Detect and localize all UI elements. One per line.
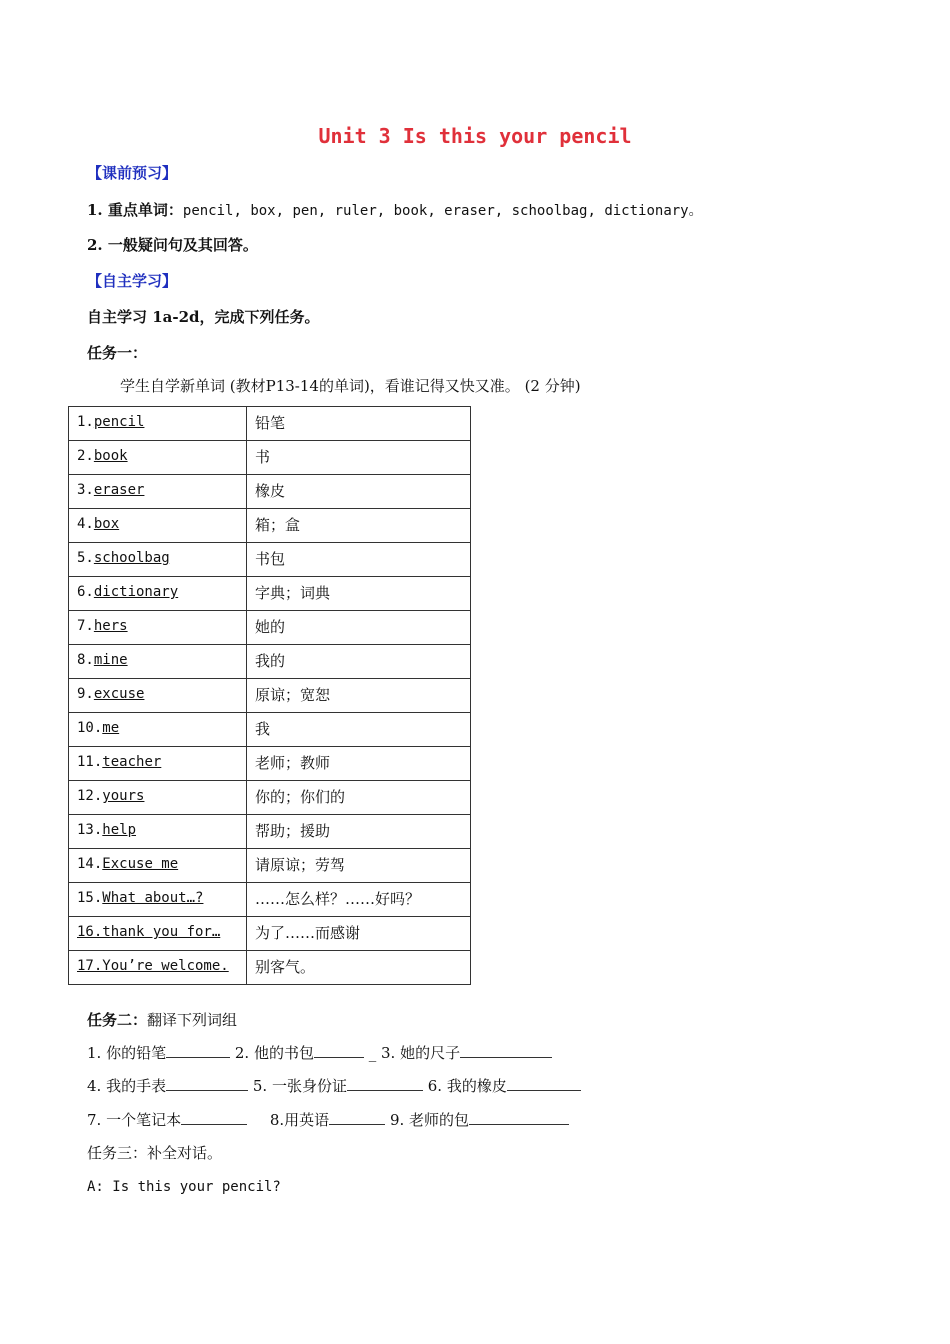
answer-blank[interactable] (507, 1076, 581, 1091)
vocab-word: hers (93, 618, 128, 634)
answer-blank[interactable] (469, 1110, 569, 1125)
task2-row-3 (87, 1110, 569, 1130)
phrase-9: 9. 老师的包 (389, 1111, 470, 1129)
answer-blank[interactable] (181, 1110, 247, 1125)
answer-blank[interactable] (166, 1043, 230, 1058)
task1-label: 任务一： (87, 344, 148, 362)
vocab-number: 15. (77, 890, 103, 906)
vocab-row (69, 713, 471, 747)
vocab-row (69, 577, 471, 611)
task3-label: 任务三：补全对话。 (87, 1144, 223, 1162)
preview-item-1-words: pencil, box, pen, ruler, book, eraser, schoolbag, dictionary。 (182, 203, 703, 219)
vocab-word-cell (69, 645, 247, 679)
vocab-word: book (93, 448, 128, 464)
page-title: Unit 3 Is this your pencil (318, 124, 632, 148)
vocab-word: What about…? (102, 890, 204, 906)
vocab-number: 9. (77, 686, 94, 702)
vocab-word-cell (69, 577, 247, 611)
vocab-number: 6. (77, 584, 94, 600)
phrase-6: 6. 我的橡皮 (427, 1077, 507, 1095)
vocab-number: 8. (77, 652, 94, 668)
preview-item-1 (87, 200, 703, 221)
vocab-number: 3. (77, 482, 94, 498)
phrase-4: 4. 我的手表 (87, 1077, 167, 1095)
preview-heading: 【课前预习】 (87, 164, 178, 182)
vocab-number: 4. (77, 516, 94, 532)
phrase-7: 7. 一个笔记本 (87, 1111, 182, 1129)
answer-blank[interactable] (329, 1110, 385, 1125)
vocab-word-cell (69, 475, 247, 509)
vocab-meaning: 她的 (247, 611, 471, 645)
vocab-row (69, 407, 471, 441)
vocab-word: box (93, 516, 120, 532)
vocab-word: mine (93, 652, 128, 668)
phrase-8: 8.用英语 (269, 1111, 330, 1129)
vocab-word-cell (69, 951, 247, 985)
vocab-word-cell (69, 407, 247, 441)
self-study-intro: 自主学习 1a-2d，完成下列任务。 (87, 308, 320, 326)
vocab-word-cell (69, 781, 247, 815)
vocab-word-cell (69, 611, 247, 645)
vocab-meaning: 书 (247, 441, 471, 475)
preview-item-1-label: 1. 重点单词： (87, 201, 183, 219)
answer-blank[interactable] (166, 1076, 248, 1091)
vocab-number: 12. (77, 788, 103, 804)
vocab-row (69, 645, 471, 679)
task2-label: 任务二： (87, 1011, 148, 1029)
vocab-word-cell (69, 713, 247, 747)
task2-row-1 (87, 1043, 552, 1063)
vocab-word-cell (69, 883, 247, 917)
answer-blank[interactable] (347, 1076, 423, 1091)
phrase-1: 1. 你的铅笔 (87, 1044, 167, 1062)
vocab-word: eraser (93, 482, 145, 498)
vocab-meaning: 我 (247, 713, 471, 747)
vocab-row (69, 475, 471, 509)
vocab-meaning: 橡皮 (247, 475, 471, 509)
vocab-word-cell (69, 509, 247, 543)
vocab-word: Excuse me (102, 856, 179, 872)
vocab-meaning: 别客气。 (247, 951, 471, 985)
vocab-word: schoolbag (93, 550, 170, 566)
vocab-word: 17.You’re welcome. (77, 958, 229, 974)
task1-instruction: 学生自学新单词 (教材P13-14的单词)，看谁记得又快又准。 (2 分钟) (120, 377, 581, 395)
vocab-row (69, 951, 471, 985)
phrase-5: 5. 一张身份证 (252, 1077, 347, 1095)
vocab-number: 10. (77, 720, 103, 736)
vocab-meaning: 我的 (247, 645, 471, 679)
vocab-meaning: 请原谅；劳驾 (247, 849, 471, 883)
vocab-number: 5. (77, 550, 94, 566)
vocab-number: 11. (77, 754, 103, 770)
self-study-heading: 【自主学习】 (87, 272, 178, 290)
vocab-row (69, 917, 471, 951)
vocab-word: me (102, 720, 120, 736)
vocab-word-cell (69, 917, 247, 951)
vocab-row (69, 611, 471, 645)
vocab-word: excuse (93, 686, 145, 702)
vocab-word: pencil (93, 414, 145, 430)
vocab-meaning: 铅笔 (247, 407, 471, 441)
vocab-meaning: 帮助；援助 (247, 815, 471, 849)
vocab-word: 16.thank you for… (77, 924, 221, 940)
vocab-word-cell (69, 815, 247, 849)
preview-item-2: 2. 一般疑问句及其回答。 (87, 236, 258, 254)
vocab-word: help (102, 822, 137, 838)
vocab-word: dictionary (93, 584, 179, 600)
vocab-row (69, 781, 471, 815)
vocab-meaning: 为了……而感谢 (247, 917, 471, 951)
vocab-row (69, 815, 471, 849)
vocab-number: 1. (77, 414, 94, 430)
vocab-word-cell (69, 543, 247, 577)
vocab-table (68, 406, 471, 985)
vocab-meaning: 书包 (247, 543, 471, 577)
vocab-number: 2. (77, 448, 94, 464)
vocab-word-cell (69, 849, 247, 883)
task2-heading (87, 1010, 237, 1030)
task2-instruction: 翻译下列词组 (147, 1011, 238, 1029)
vocab-row (69, 441, 471, 475)
vocab-meaning: 老师；教师 (247, 747, 471, 781)
vocab-meaning: 你的；你们的 (247, 781, 471, 815)
vocab-word: yours (102, 788, 145, 804)
vocab-number: 7. (77, 618, 94, 634)
vocab-word-cell (69, 679, 247, 713)
vocab-meaning: 字典；词典 (247, 577, 471, 611)
vocab-row (69, 679, 471, 713)
answer-blank[interactable] (460, 1043, 552, 1058)
vocab-word-cell (69, 747, 247, 781)
vocab-number: 13. (77, 822, 103, 838)
vocab-row (69, 747, 471, 781)
answer-blank[interactable] (314, 1043, 364, 1058)
vocab-meaning: 箱；盒 (247, 509, 471, 543)
vocab-row (69, 849, 471, 883)
vocab-word-cell (69, 441, 247, 475)
vocab-word: teacher (102, 754, 162, 770)
vocab-meaning: ……怎么样？……好吗？ (247, 883, 471, 917)
phrase-2: 2. 他的书包 (234, 1044, 314, 1062)
vocab-row (69, 509, 471, 543)
vocab-row (69, 883, 471, 917)
vocab-meaning: 原谅；宽恕 (247, 679, 471, 713)
vocab-number: 14. (77, 856, 103, 872)
phrase-3: _ 3. 她的尺子 (368, 1044, 461, 1062)
task2-row-2 (87, 1076, 581, 1096)
vocab-row (69, 543, 471, 577)
dialogue-line-a: A: Is this your pencil? (87, 1179, 281, 1195)
